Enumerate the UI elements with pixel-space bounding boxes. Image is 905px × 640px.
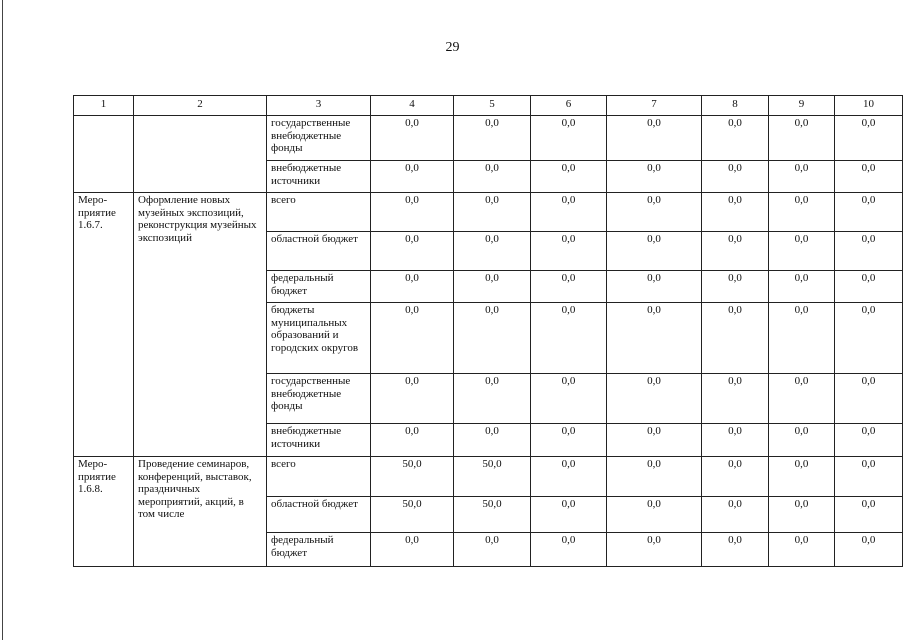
funding-source-cell: внебюджетные источники — [267, 424, 371, 457]
column-header: 4 — [371, 96, 454, 116]
value-cell: 0,0 — [607, 116, 702, 161]
value-cell: 0,0 — [769, 116, 835, 161]
value-cell: 0,0 — [607, 374, 702, 424]
value-cell: 0,0 — [454, 161, 531, 193]
value-cell: 0,0 — [835, 424, 903, 457]
value-cell: 0,0 — [607, 193, 702, 232]
funding-source-cell: всего — [267, 193, 371, 232]
value-cell: 0,0 — [702, 533, 769, 567]
value-cell: 0,0 — [769, 374, 835, 424]
value-cell: 0,0 — [702, 457, 769, 497]
value-cell: 0,0 — [531, 271, 607, 303]
value-cell: 0,0 — [607, 161, 702, 193]
funding-source-cell: государственные внебюджетные фонды — [267, 374, 371, 424]
value-cell: 0,0 — [769, 193, 835, 232]
value-cell: 0,0 — [702, 497, 769, 533]
column-header: 5 — [454, 96, 531, 116]
funding-source-cell: государственные внебюджетные фонды — [267, 116, 371, 161]
value-cell: 0,0 — [769, 161, 835, 193]
value-cell: 0,0 — [454, 193, 531, 232]
value-cell: 0,0 — [531, 457, 607, 497]
value-cell: 0,0 — [454, 271, 531, 303]
value-cell: 0,0 — [835, 497, 903, 533]
column-header: 3 — [267, 96, 371, 116]
value-cell: 0,0 — [531, 232, 607, 271]
budget-table — [73, 95, 903, 567]
value-cell: 0,0 — [531, 116, 607, 161]
value-cell: 0,0 — [371, 232, 454, 271]
column-header: 8 — [702, 96, 769, 116]
table-row — [74, 457, 903, 497]
value-cell: 0,0 — [607, 424, 702, 457]
value-cell: 0,0 — [454, 116, 531, 161]
value-cell: 0,0 — [769, 457, 835, 497]
column-header: 2 — [134, 96, 267, 116]
value-cell: 0,0 — [835, 116, 903, 161]
value-cell: 50,0 — [371, 497, 454, 533]
value-cell: 0,0 — [371, 271, 454, 303]
value-cell: 0,0 — [702, 303, 769, 374]
value-cell: 0,0 — [702, 424, 769, 457]
measure-name-cell: Оформление новых музейных экспозиций, реконструкция музейных экспозиций — [134, 193, 267, 457]
value-cell: 0,0 — [607, 533, 702, 567]
value-cell: 0,0 — [531, 533, 607, 567]
table-header-row — [74, 96, 903, 116]
value-cell: 0,0 — [702, 232, 769, 271]
value-cell: 0,0 — [702, 271, 769, 303]
value-cell: 50,0 — [454, 457, 531, 497]
value-cell: 0,0 — [371, 193, 454, 232]
value-cell: 0,0 — [835, 161, 903, 193]
page-edge-line — [2, 0, 3, 640]
value-cell: 0,0 — [835, 232, 903, 271]
column-header: 7 — [607, 96, 702, 116]
value-cell: 0,0 — [607, 232, 702, 271]
value-cell: 0,0 — [769, 497, 835, 533]
value-cell: 0,0 — [769, 533, 835, 567]
funding-source-cell: областной бюджет — [267, 497, 371, 533]
value-cell: 0,0 — [607, 497, 702, 533]
column-header: 6 — [531, 96, 607, 116]
value-cell: 0,0 — [531, 424, 607, 457]
value-cell: 0,0 — [371, 533, 454, 567]
value-cell: 0,0 — [835, 374, 903, 424]
value-cell: 0,0 — [531, 303, 607, 374]
column-header: 10 — [835, 96, 903, 116]
value-cell: 0,0 — [531, 497, 607, 533]
column-header: 9 — [769, 96, 835, 116]
value-cell: 0,0 — [371, 303, 454, 374]
value-cell: 0,0 — [454, 533, 531, 567]
measure-code-cell: Меро-приятие 1.6.7. — [74, 193, 134, 457]
value-cell: 0,0 — [454, 374, 531, 424]
funding-source-cell: федеральный бюджет — [267, 271, 371, 303]
value-cell: 0,0 — [454, 232, 531, 271]
value-cell: 0,0 — [607, 457, 702, 497]
value-cell: 0,0 — [371, 424, 454, 457]
value-cell: 50,0 — [454, 497, 531, 533]
funding-source-cell: всего — [267, 457, 371, 497]
table-row — [74, 116, 903, 161]
value-cell: 0,0 — [835, 271, 903, 303]
value-cell: 0,0 — [371, 161, 454, 193]
funding-source-cell: федеральный бюджет — [267, 533, 371, 567]
value-cell: 0,0 — [454, 424, 531, 457]
value-cell: 0,0 — [371, 374, 454, 424]
funding-source-cell: бюджеты муниципальных образований и городских округов — [267, 303, 371, 374]
value-cell: 0,0 — [835, 303, 903, 374]
measure-code-cell: Меро-приятие 1.6.8. — [74, 457, 134, 567]
measure-name-cell: Проведение семинаров, конференций, выставок, праздничных мероприятий, акций, в том числе — [134, 457, 267, 567]
value-cell: 0,0 — [835, 533, 903, 567]
funding-source-cell: внебюджетные источники — [267, 161, 371, 193]
value-cell: 0,0 — [454, 303, 531, 374]
value-cell: 0,0 — [702, 193, 769, 232]
value-cell: 0,0 — [769, 303, 835, 374]
value-cell: 0,0 — [702, 161, 769, 193]
value-cell: 0,0 — [702, 116, 769, 161]
page-number: 29 — [445, 40, 460, 55]
value-cell: 0,0 — [835, 457, 903, 497]
table-row — [74, 193, 903, 232]
value-cell: 0,0 — [531, 161, 607, 193]
value-cell: 0,0 — [769, 232, 835, 271]
funding-source-cell: областной бюджет — [267, 232, 371, 271]
value-cell: 50,0 — [371, 457, 454, 497]
value-cell: 0,0 — [607, 271, 702, 303]
value-cell: 0,0 — [769, 424, 835, 457]
value-cell: 0,0 — [607, 303, 702, 374]
value-cell: 0,0 — [835, 193, 903, 232]
value-cell: 0,0 — [531, 193, 607, 232]
value-cell: 0,0 — [371, 116, 454, 161]
measure-name-cell — [134, 116, 267, 193]
value-cell: 0,0 — [702, 374, 769, 424]
measure-code-cell — [74, 116, 134, 193]
value-cell: 0,0 — [769, 271, 835, 303]
column-header: 1 — [74, 96, 134, 116]
value-cell: 0,0 — [531, 374, 607, 424]
